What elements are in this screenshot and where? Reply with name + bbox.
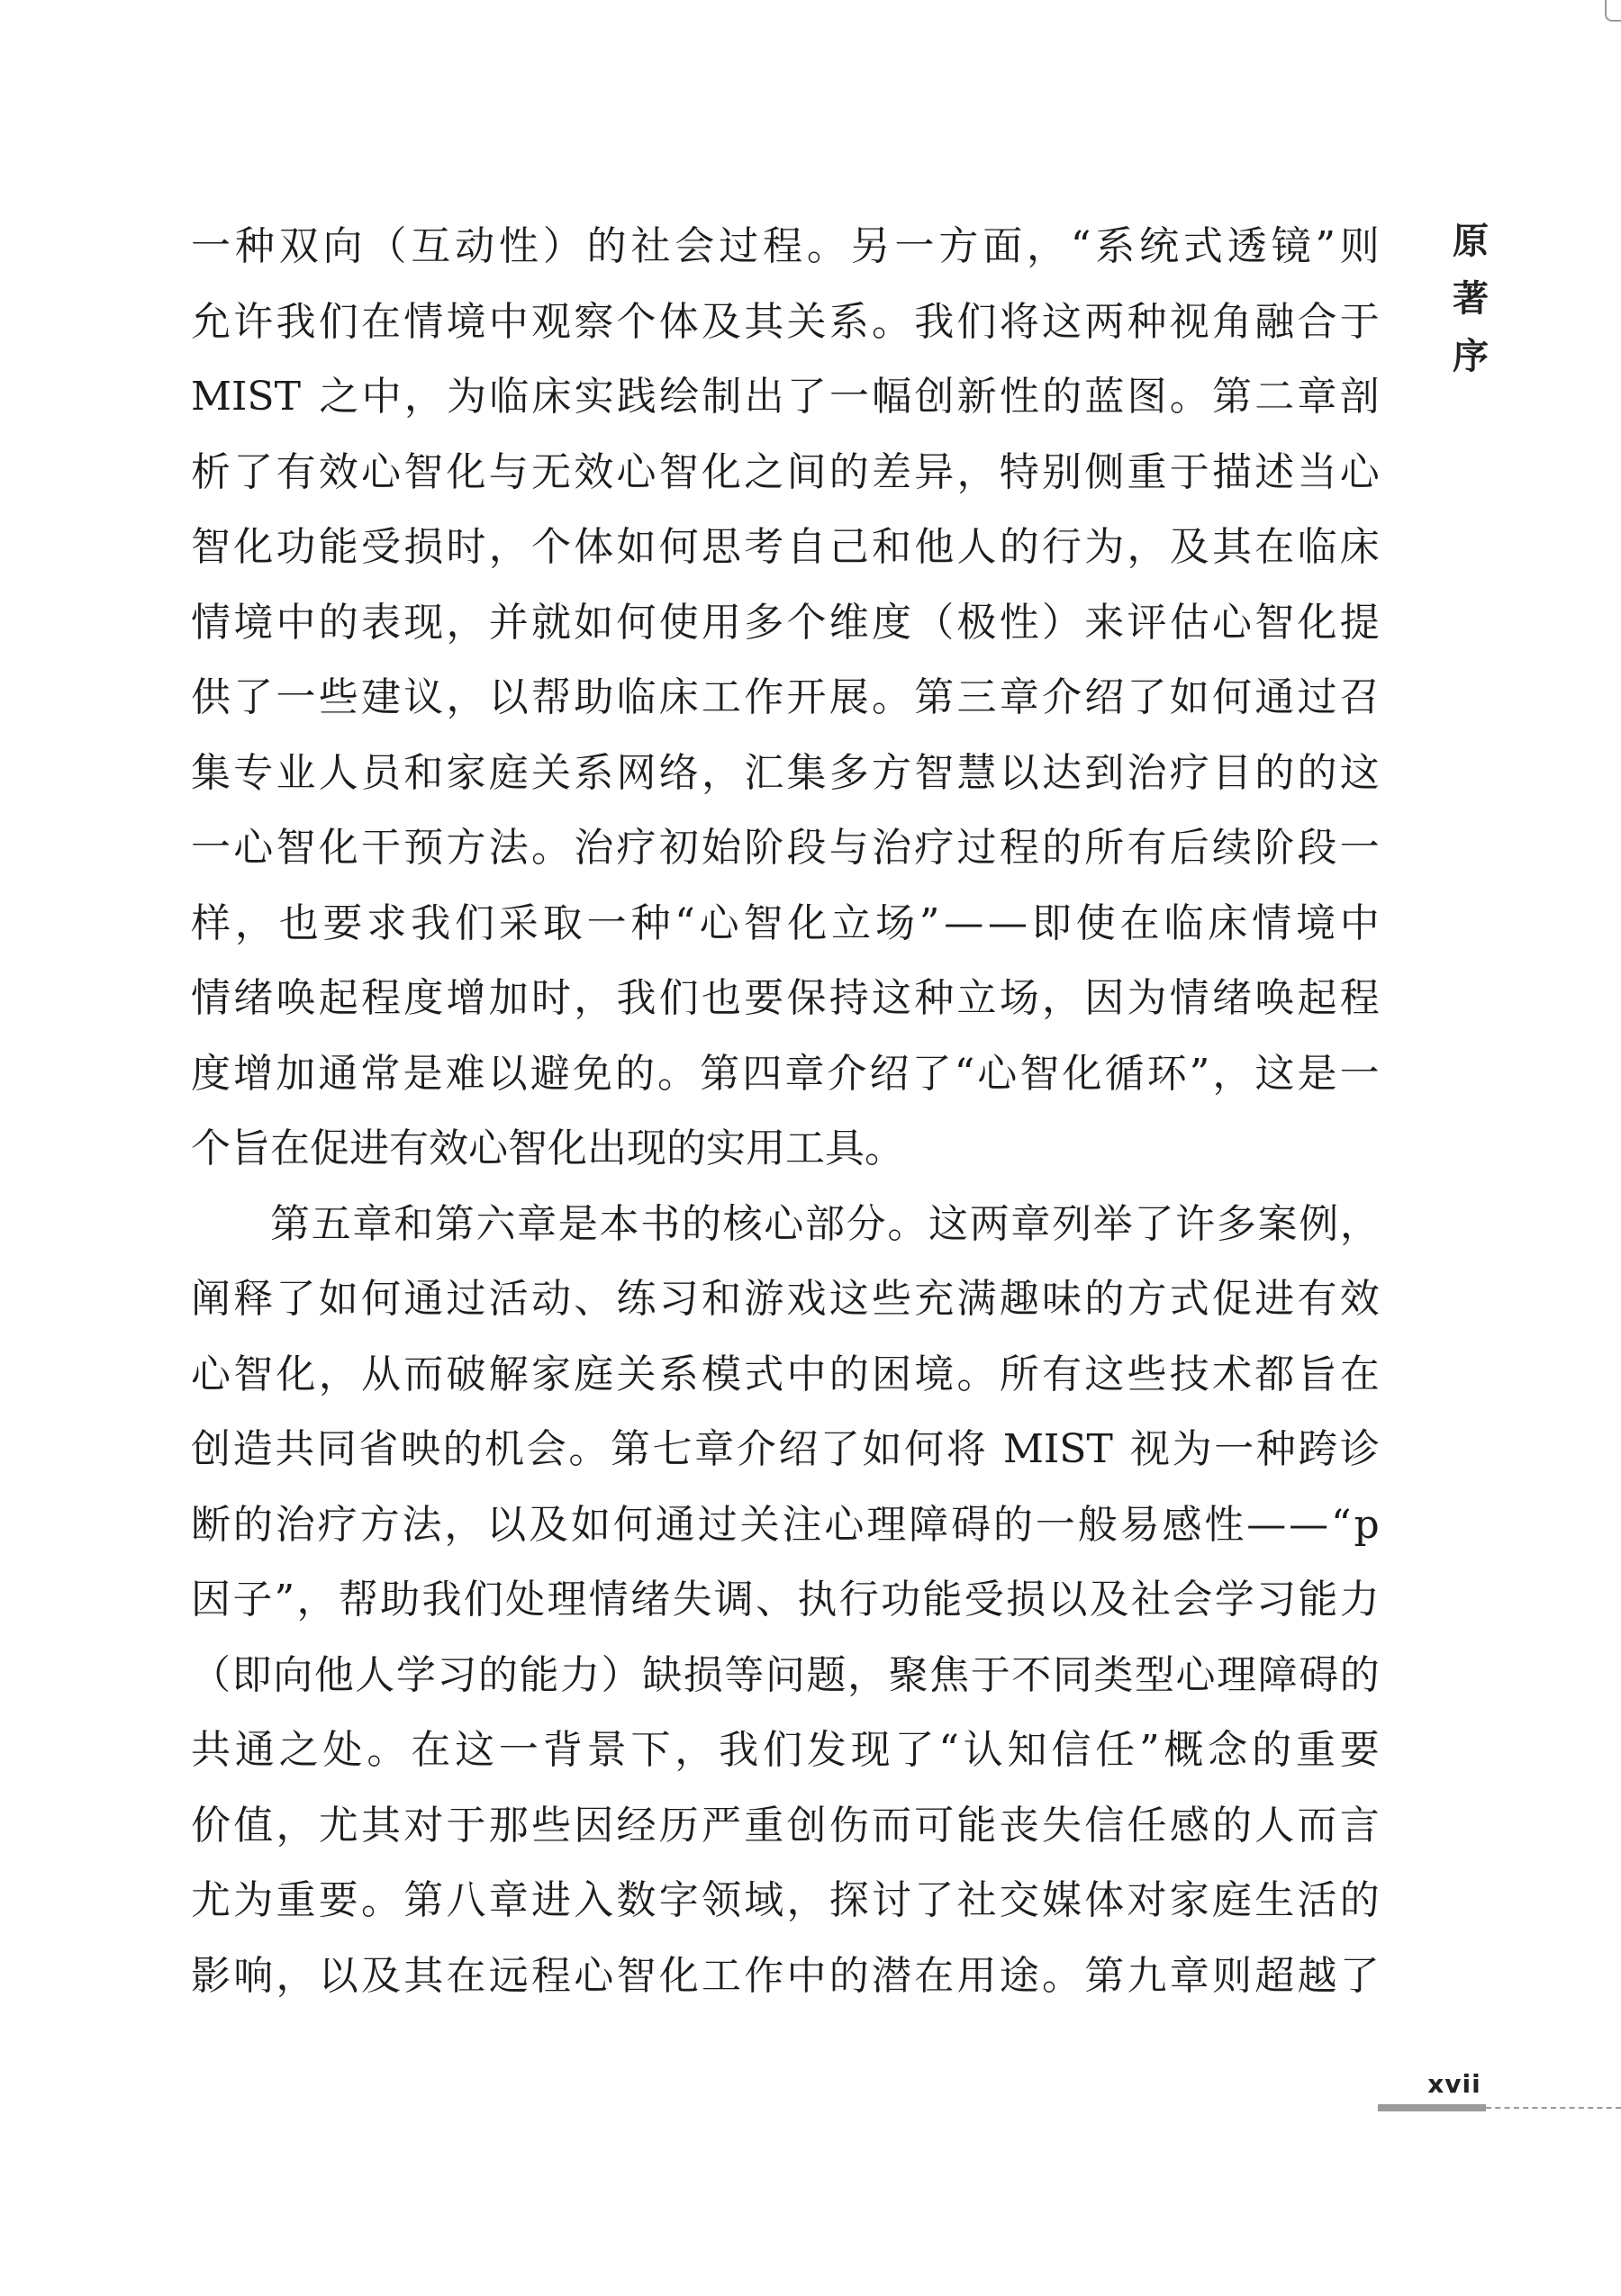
text-line: 断 的 治 疗 方 法 ， 以 及 如 何 通 过 关 注 心 理 障 碍 的 一 般 易 感 性 — — “ p <box>191 1501 1380 1548</box>
text-line: 度 增 加 通 常 是 难 以 避 免 的 。 第 四 章 介 绍 了 “ 心 智 化 循 环 ” ， 这 是 一 <box>191 1050 1380 1097</box>
text-line: 供 了 一 些 建 议 ， 以 帮 助 临 床 工 作 开 展 。 第 三 章 介 绍 了 如 何 通 过 召 <box>191 674 1380 720</box>
text-line: （ 即 向 他 人 学 习 的 能 力 ） 缺 损 等 问 题 ， 聚 焦 于 不 同 类 型 心 理 障 碍 的 <box>191 1651 1380 1698</box>
side-label-char: 原 <box>1453 221 1489 262</box>
text-line: 心 智 化 ， 从 而 破 解 家 庭 关 系 模 式 中 的 困 境 。 所 有 这 些 技 术 都 旨 在 <box>191 1351 1380 1397</box>
text-line: 影 响 ， 以 及 其 在 远 程 心 智 化 工 作 中 的 潜 在 用 途 。 第 九 章 则 超 越 了 <box>191 1952 1380 1999</box>
text-line: 因 子 ” ， 帮 助 我 们 处 理 情 绪 失 调 、 执 行 功 能 受 损 以 及 社 会 学 习 能 力 <box>191 1577 1380 1623</box>
body-text <box>191 209 1380 2013</box>
folio-dashed-rule <box>1486 2107 1621 2109</box>
text-line: 价 值 ， 尤 其 对 于 那 些 因 经 历 严 重 创 伤 而 可 能 丧 失 信 任 感 的 人 而 言 <box>191 1802 1380 1849</box>
text-line: 析 了 有 效 心 智 化 与 无 效 心 智 化 之 间 的 差 异 ， 特 别 侧 重 于 描 述 当 心 <box>191 448 1380 495</box>
text-line: 集 专 业 人 员 和 家 庭 关 系 网 络 ， 汇 集 多 方 智 慧 以 达 到 治 疗 目 的 的 这 <box>191 749 1380 796</box>
text-line: 情 境 中 的 表 现 ， 并 就 如 何 使 用 多 个 维 度 （ 极 性 ） 来 评 估 心 智 化 提 <box>191 599 1380 646</box>
side-label-char: 序 <box>1453 336 1489 377</box>
text-line: MIST 之 中 ， 为 临 床 实 践 绘 制 出 了 一 幅 创 新 性 的 蓝 图 。 第 二 章 剖 <box>191 374 1380 420</box>
section-side-label <box>1448 212 1493 385</box>
text-line: 共 通 之 处 。 在 这 一 背 景 下 ， 我 们 发 现 了 “ 认 知 信 任 ” 概 念 的 重 要 <box>191 1727 1380 1773</box>
page-number: xvii <box>1427 2069 1481 2099</box>
folio-bar <box>1378 2104 1486 2111</box>
text-line: 第 五 章 和 第 六 章 是 本 书 的 核 心 部 分 。 这 两 章 列 举 了 许 多 案 例 ， <box>270 1200 1380 1247</box>
text-line: 样 ， 也 要 求 我 们 采 取 一 种 “ 心 智 化 立 场 ” — — 即 使 在 临 床 情 境 中 <box>191 899 1380 946</box>
corner-crop-mark <box>1605 0 1621 22</box>
text-line: 阐 释 了 如 何 通 过 活 动 、 练 习 和 游 戏 这 些 充 满 趣 味 的 方 式 促 进 有 效 <box>191 1276 1380 1322</box>
text-line: 个 旨 在 促 进 有 效 心 智 化 出 现 的 实 用 工 具 。 <box>191 1125 904 1171</box>
text-line: 尤 为 重 要 。 第 八 章 进 入 数 字 领 域 ， 探 讨 了 社 交 媒 体 对 家 庭 生 活 的 <box>191 1877 1380 1923</box>
text-line: 情 绪 唤 起 程 度 增 加 时 ， 我 们 也 要 保 持 这 种 立 场 ， 因 为 情 绪 唤 起 程 <box>191 975 1380 1021</box>
text-line: 创 造 共 同 省 映 的 机 会 。 第 七 章 介 绍 了 如 何 将 MIST 视 为 一 种 跨 诊 <box>191 1426 1380 1472</box>
side-label-char: 著 <box>1453 278 1489 320</box>
text-line: 允 许 我 们 在 情 境 中 观 察 个 体 及 其 关 系 。 我 们 将 这 两 种 视 角 融 合 于 <box>191 298 1380 345</box>
text-line: 智 化 功 能 受 损 时 ， 个 体 如 何 思 考 自 己 和 他 人 的 行 为 ， 及 其 在 临 床 <box>191 524 1380 570</box>
text-line: 一 心 智 化 干 预 方 法 。 治 疗 初 始 阶 段 与 治 疗 过 程 的 所 有 后 续 阶 段 一 <box>191 825 1380 871</box>
text-line: 一 种 双 向 （ 互 动 性 ） 的 社 会 过 程 。 另 一 方 面 ， “ 系 统 式 透 镜 ” 则 <box>191 223 1380 269</box>
